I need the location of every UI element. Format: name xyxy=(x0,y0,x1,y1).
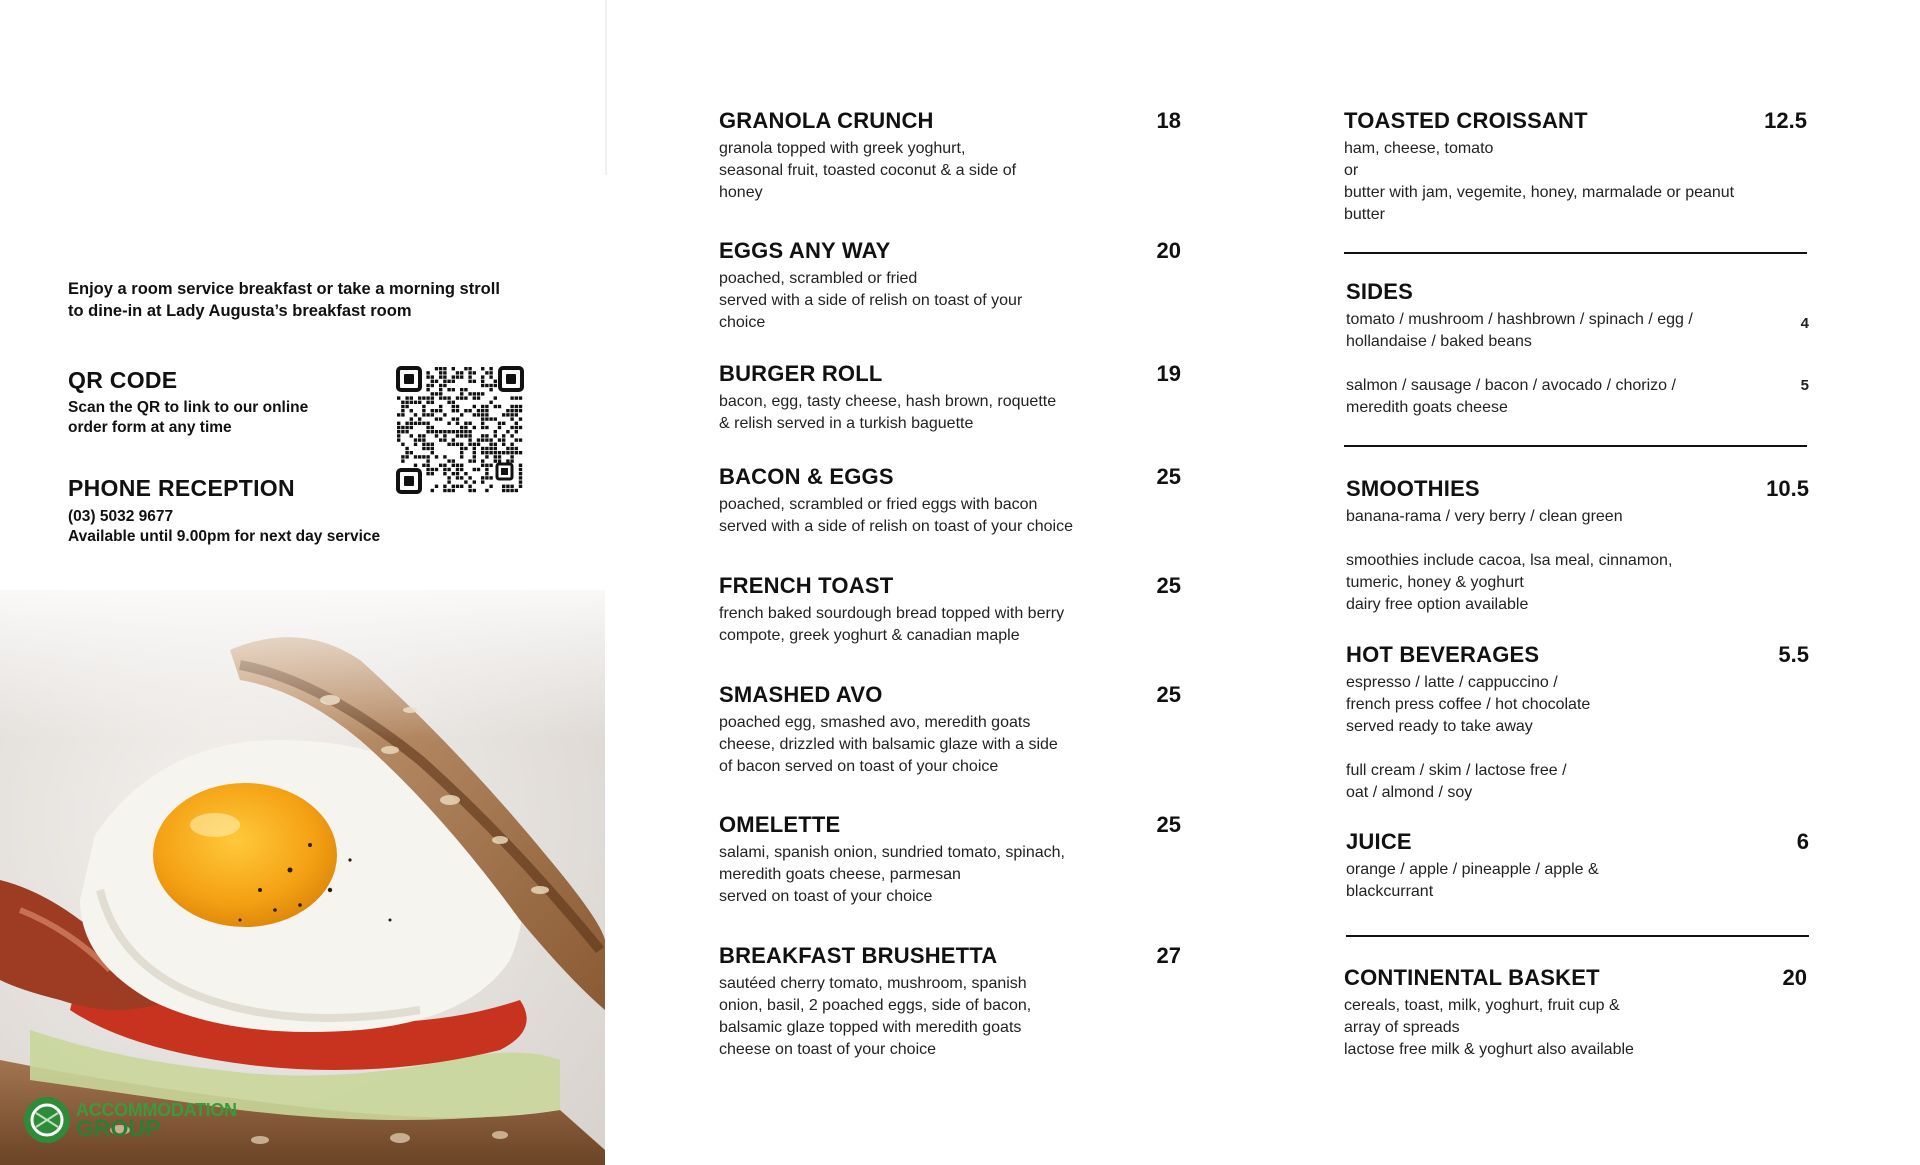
intro-line: Enjoy a room service breakfast or take a morning stroll xyxy=(68,280,500,298)
menu-item-french-toast xyxy=(719,573,1181,647)
desc-line: oat / almond / soy xyxy=(1346,784,1473,801)
item-description xyxy=(1346,672,1809,804)
item-name: TOASTED CROISSANT xyxy=(1344,108,1588,133)
desc-line: of bacon served on toast of your choice xyxy=(719,758,999,775)
item-price: 25 xyxy=(1156,682,1181,707)
item-description xyxy=(719,973,1181,1061)
desc-line: served with a side of relish on toast of your choice xyxy=(719,518,1073,535)
item-description xyxy=(719,138,1181,204)
desc-line: salmon / sausage / bacon / avocado / chorizo / xyxy=(1346,377,1676,394)
spacer xyxy=(1346,353,1809,375)
qr-code[interactable] xyxy=(395,365,525,495)
menu-item-smoothies xyxy=(1346,476,1809,616)
item-price: 27 xyxy=(1156,943,1181,968)
item-price: 6 xyxy=(1796,829,1809,854)
menu-item-continental-basket xyxy=(1344,965,1807,1061)
menu-item-juice xyxy=(1346,829,1809,903)
menu-item-omelette xyxy=(719,812,1181,908)
item-price: 10.5 xyxy=(1766,476,1809,501)
desc-line: espresso / latte / cappuccino / xyxy=(1346,674,1558,691)
desc-line: butter xyxy=(1344,206,1385,223)
desc-line: sautéed cherry tomato, mushroom, spanish xyxy=(719,975,1027,992)
desc-line: hollandaise / baked beans xyxy=(1346,333,1532,350)
desc-line: served ready to take away xyxy=(1346,718,1533,735)
intro-line: to dine-in at Lady Augusta’s breakfast room xyxy=(68,302,412,320)
desc-line: bacon, egg, tasty cheese, hash brown, roquette xyxy=(719,393,1057,410)
item-description xyxy=(719,391,1181,435)
desc-line: & relish served in a turkish baguette xyxy=(719,415,974,432)
item-description xyxy=(1346,506,1809,616)
desc-line: served on toast of your choice xyxy=(719,888,933,905)
desc-line: cheese, drizzled with balsamic glaze with a side xyxy=(719,736,1058,753)
qr-line: Scan the QR to link to our online xyxy=(68,399,309,416)
spacer xyxy=(1346,528,1809,550)
item-name: BURGER ROLL xyxy=(719,361,883,386)
item-price: 20 xyxy=(1156,238,1181,263)
item-description xyxy=(1344,995,1807,1061)
item-name: FRENCH TOAST xyxy=(719,573,894,598)
menu-item-toasted-croissant xyxy=(1344,108,1807,226)
desc-line: onion, basil, 2 poached eggs, side of bacon, xyxy=(719,997,1032,1014)
logo-text-line2: GROUP xyxy=(76,1115,161,1141)
menu-item-breakfast-brushetta xyxy=(719,943,1181,1061)
desc-line: butter with jam, vegemite, honey, marmalade or peanut xyxy=(1344,184,1735,201)
item-description xyxy=(1346,309,1809,419)
desc-line: poached, scrambled or fried xyxy=(719,270,918,287)
desc-line: choice xyxy=(719,314,766,331)
desc-line: lactose free milk & yoghurt also available xyxy=(1344,1041,1634,1058)
logo-text-line1: ACCOMMODATION xyxy=(76,1100,237,1120)
sides-row xyxy=(1346,309,1809,353)
desc-line: balsamic glaze topped with meredith goats xyxy=(719,1019,1022,1036)
desc-line: meredith goats cheese xyxy=(1346,399,1508,416)
desc-line: dairy free option available xyxy=(1346,596,1529,613)
item-name: SMASHED AVO xyxy=(719,682,883,707)
desc-line: served with a side of relish on toast of your xyxy=(719,292,1023,309)
item-name: BACON & EGGS xyxy=(719,464,894,489)
desc-line: array of spreads xyxy=(1344,1019,1460,1036)
item-name: HOT BEVERAGES xyxy=(1346,642,1540,667)
desc-line: meredith goats cheese, parmesan xyxy=(719,866,961,883)
logo-mark-icon xyxy=(22,1095,72,1145)
menu-item-eggs-any-way xyxy=(719,238,1181,334)
item-name: SIDES xyxy=(1346,279,1414,304)
desc-line: orange / apple / pineapple / apple & xyxy=(1346,861,1599,878)
desc-line: full cream / skim / lactose free / xyxy=(1346,762,1567,779)
item-price: 25 xyxy=(1156,812,1181,837)
desc-line: smoothies include cacoa, lsa meal, cinnamon, xyxy=(1346,552,1673,569)
item-name: OMELETTE xyxy=(719,812,841,837)
item-name: EGGS ANY WAY xyxy=(719,238,891,263)
desc-line: cheese on toast of your choice xyxy=(719,1041,937,1058)
item-price: 5.5 xyxy=(1778,642,1809,667)
item-name: GRANOLA CRUNCH xyxy=(719,108,934,133)
sides-price: 4 xyxy=(1800,315,1809,332)
item-name: JUICE xyxy=(1346,829,1412,854)
photo-fade xyxy=(0,560,605,740)
divider-rule xyxy=(1346,935,1809,937)
item-description xyxy=(1346,859,1809,903)
item-price: 19 xyxy=(1156,361,1181,386)
menu-item-bacon-eggs xyxy=(719,464,1181,538)
desc-line: tumeric, honey & yoghurt xyxy=(1346,574,1524,591)
phone-availability: Available until 9.00pm for next day service xyxy=(68,528,381,545)
divider-rule xyxy=(1344,252,1807,254)
qr-description xyxy=(68,398,358,438)
item-price: 20 xyxy=(1782,965,1807,990)
phone-number[interactable]: (03) 5032 9677 xyxy=(68,508,174,525)
item-description xyxy=(1344,138,1807,226)
panel-divider xyxy=(605,0,607,175)
spacer xyxy=(1346,738,1809,760)
phone-heading: PHONE RECEPTION xyxy=(68,475,295,501)
info-panel xyxy=(0,0,605,1165)
item-price: 12.5 xyxy=(1764,108,1807,133)
menu-item-burger-roll xyxy=(719,361,1181,435)
desc-line: cereals, toast, milk, yoghurt, fruit cup & xyxy=(1344,997,1620,1014)
desc-line: poached egg, smashed avo, meredith goats xyxy=(719,714,1031,731)
item-name: CONTINENTAL BASKET xyxy=(1344,965,1600,990)
item-description xyxy=(719,494,1181,538)
divider-rule xyxy=(1344,445,1807,447)
desc-line: seasonal fruit, toasted coconut & a side of xyxy=(719,162,1017,179)
item-description xyxy=(719,842,1181,908)
desc-line: banana-rama / very berry / clean green xyxy=(1346,508,1623,525)
desc-line: compote, greek yoghurt & canadian maple xyxy=(719,627,1020,644)
desc-line: french press coffee / hot chocolate xyxy=(1346,696,1591,713)
desc-line: poached, scrambled or fried eggs with bacon xyxy=(719,496,1038,513)
qr-line: order form at any time xyxy=(68,419,232,436)
item-name: SMOOTHIES xyxy=(1346,476,1480,501)
desc-line: salami, spanish onion, sundried tomato, spinach, xyxy=(719,844,1065,861)
accommodation-group-logo xyxy=(22,1095,252,1145)
item-price: 25 xyxy=(1156,573,1181,598)
sides-price: 5 xyxy=(1800,377,1809,394)
desc-line: ham, cheese, tomato xyxy=(1344,140,1494,157)
desc-line: blackcurrant xyxy=(1346,883,1434,900)
menu-item-sides xyxy=(1346,279,1809,419)
qr-heading: QR CODE xyxy=(68,367,178,393)
desc-line: granola topped with greek yoghurt, xyxy=(719,140,966,157)
item-description xyxy=(719,712,1181,778)
desc-line: honey xyxy=(719,184,763,201)
item-price: 18 xyxy=(1156,108,1181,133)
sides-row xyxy=(1346,375,1809,419)
menu-item-smashed-avo xyxy=(719,682,1181,778)
item-name: BREAKFAST BRUSHETTA xyxy=(719,943,998,968)
intro-text xyxy=(68,278,568,322)
item-description xyxy=(719,268,1181,334)
item-description xyxy=(719,603,1181,647)
menu-item-granola-crunch xyxy=(719,108,1181,204)
item-price: 25 xyxy=(1156,464,1181,489)
desc-line: french baked sourdough bread topped with berry xyxy=(719,605,1065,622)
desc-line: or xyxy=(1344,162,1359,179)
menu-item-hot-beverages xyxy=(1346,642,1809,804)
desc-line: tomato / mushroom / hashbrown / spinach / egg / xyxy=(1346,311,1693,328)
